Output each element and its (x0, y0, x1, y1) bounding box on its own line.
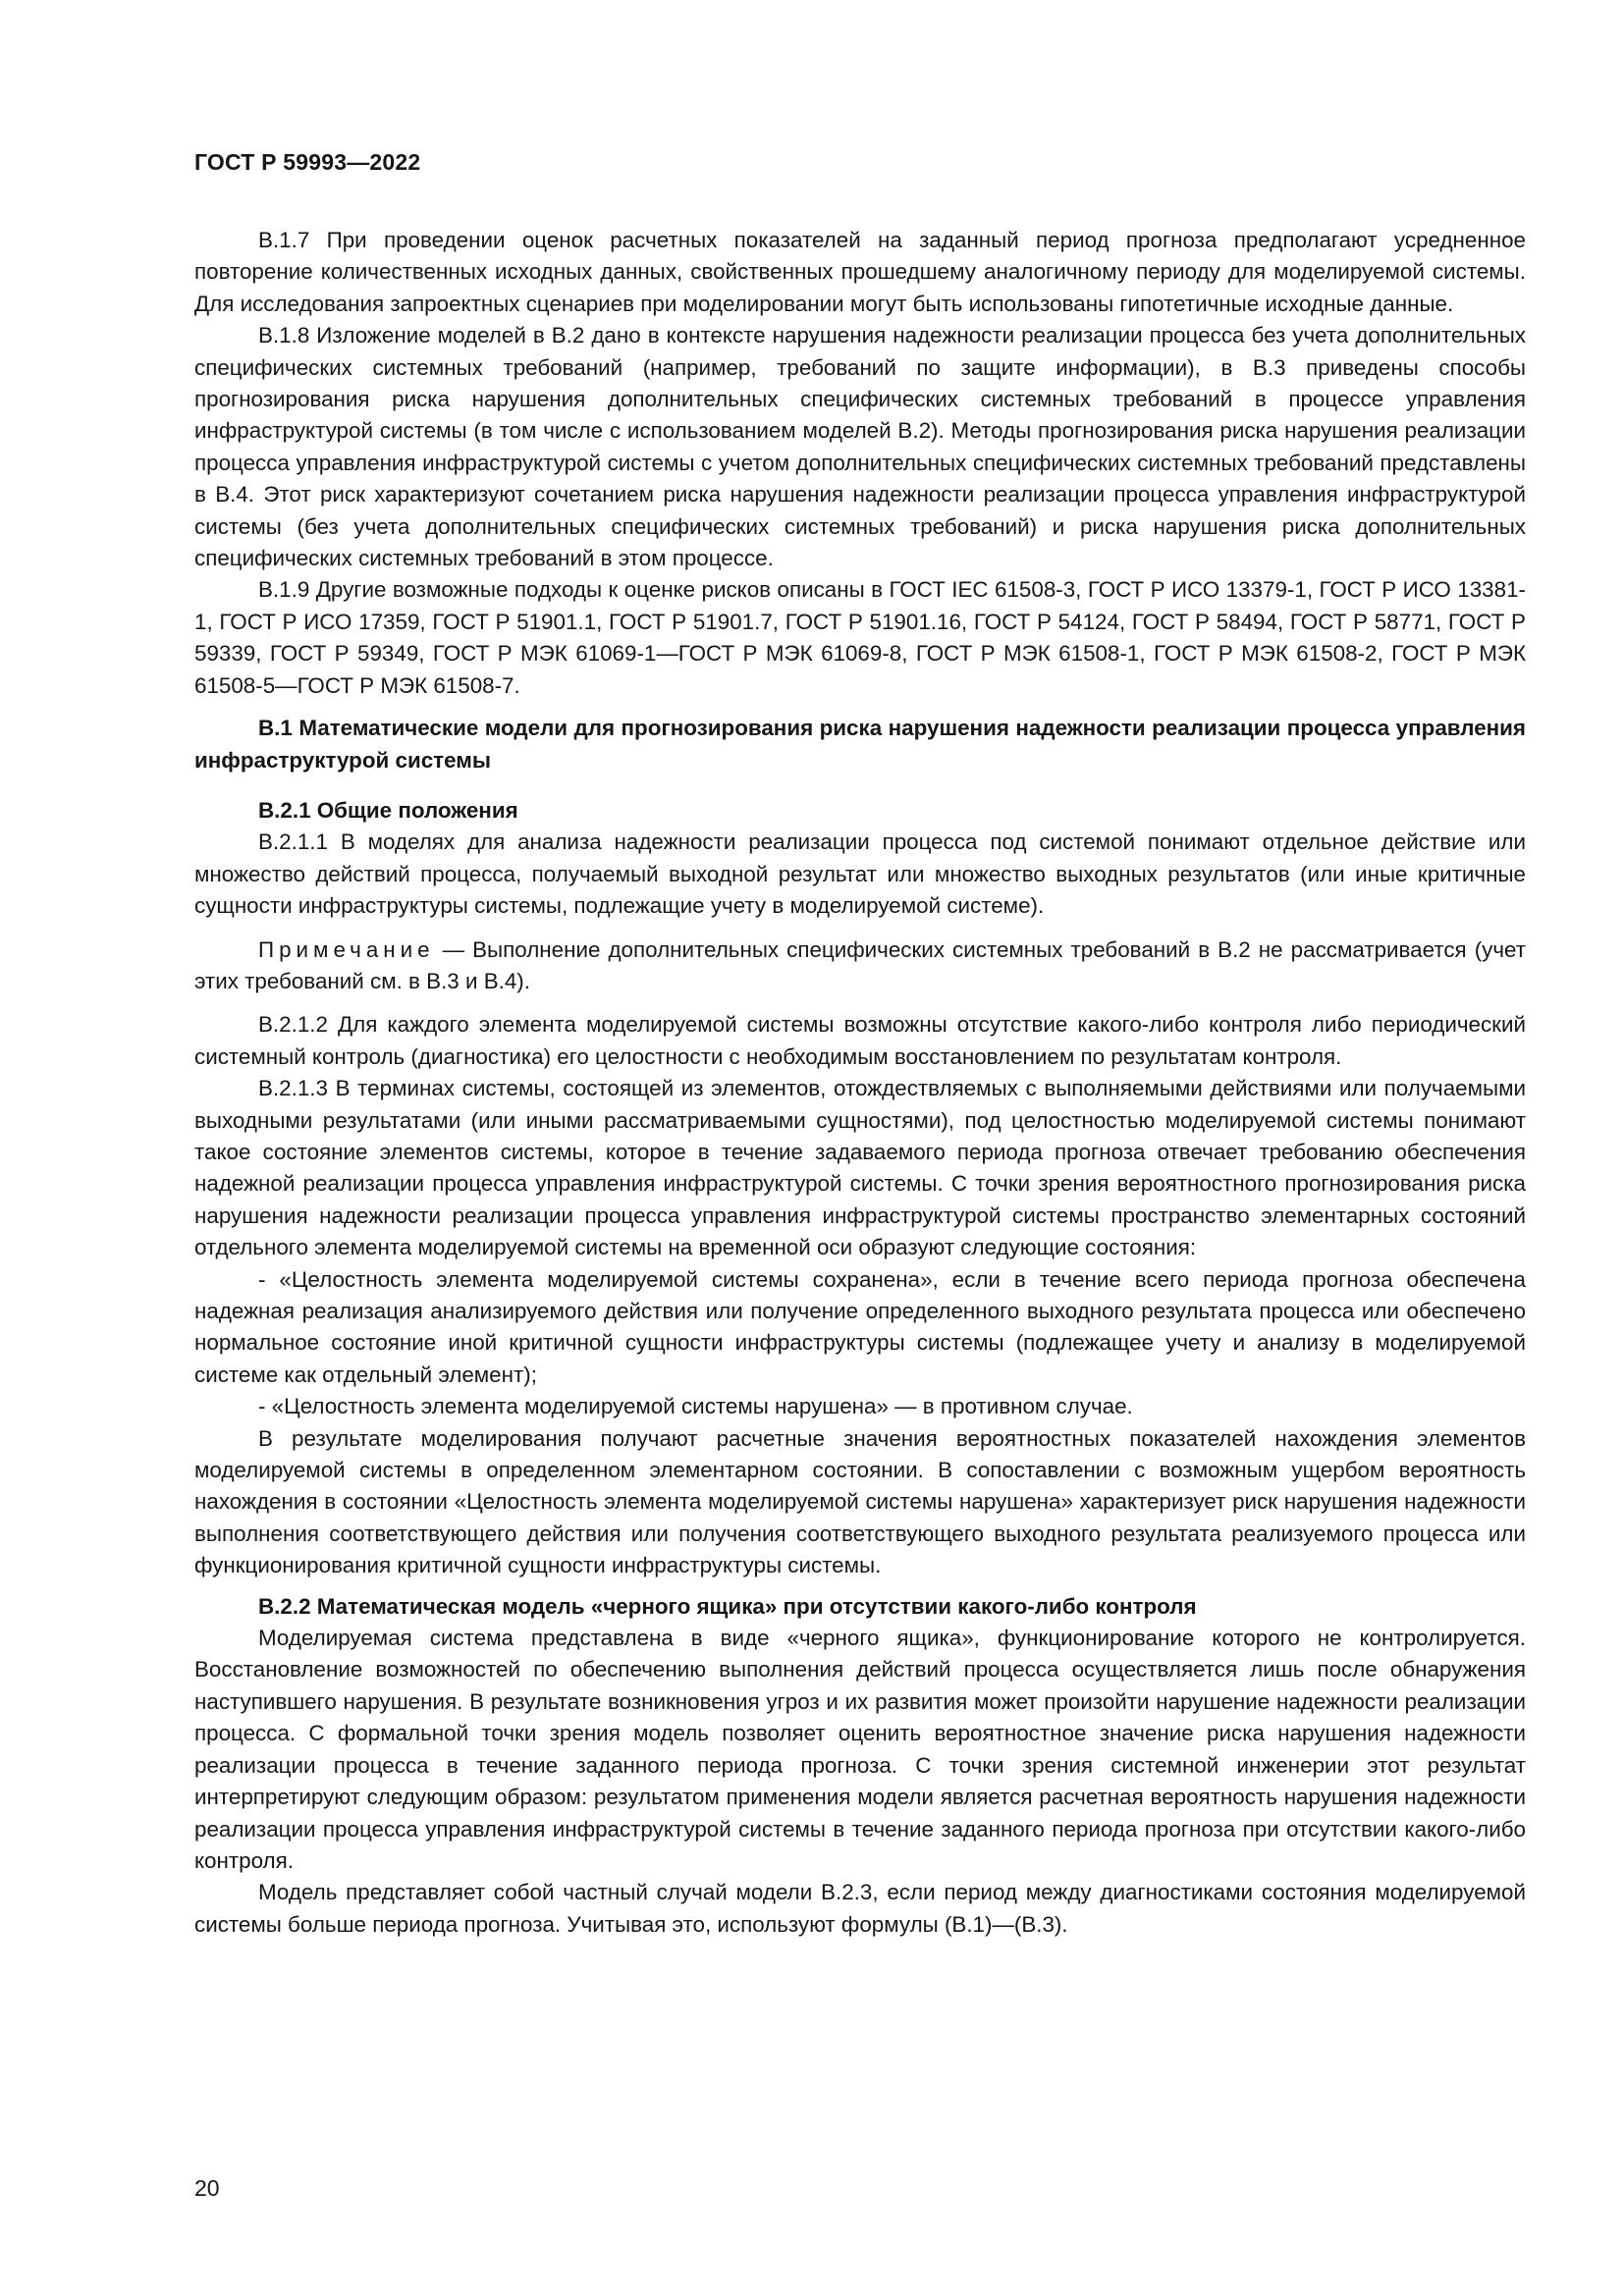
paragraph-b-1-8: В.1.8 Изложение моделей в В.2 дано в контексте нарушения надежности реализации процесса без учета дополнительных специфических системных требований (например, требований по защите информации), в В.3 приведены способы прогнозирования риска нарушения дополнительных специфических системных требований в процессе управления инфраструктурой системы (в том числе с использованием моделей В.2). Методы прогнозирования риска нарушения реализации процесса управления инфраструктурой системы с учетом дополнительных специфических системных требований представлены в В.4. Этот риск характеризуют сочетанием риска нарушения надежности реализации процесса управления инфраструктурой системы (без учета дополнительных специфических системных требований) и риска нарушения риска дополнительных специфических системных требований в этом процессе. (194, 323, 1526, 571)
note-text: — Выполнение дополнительных специфических системных требований в В.2 не рассматривается (учет этих требований см. в В.3 и В.4). (194, 936, 1526, 993)
paragraph-b-1-9: В.1.9 Другие возможные подходы к оценке рисков описаны в ГОСТ IEC 61508-3, ГОСТ Р ИСО 13379-1, ГОСТ Р ИСО 13381-1, ГОСТ Р ИСО 17359, ГОСТ Р 51901.1, ГОСТ Р 51901.7, ГОСТ Р 51901.16, ГОСТ Р 54124, ГОСТ Р 58494, ГОСТ Р 58771, ГОСТ Р 59339, ГОСТ Р 59349, ГОСТ Р МЭК 61069-1—ГОСТ Р МЭК 61069-8, ГОСТ Р МЭК 61508-1, ГОСТ Р МЭК 61508-2, ГОСТ Р МЭК 61508-5—ГОСТ Р МЭК 61508-7. (194, 577, 1526, 698)
note (194, 934, 1526, 998)
paragraph-b-2-1-1: В.2.1.1 В моделях для анализа надежности реализации процесса под системой понимают отдельное действие или множество действий процесса, получаемый выходной результат или множество выходных результатов (или иные критичные сущности инфраструктуры системы, подлежащие учету в моделируемой системе). (194, 829, 1526, 919)
note-label: Примечание (258, 936, 435, 962)
paragraph-b-2-2-a: Моделируемая система представлена в виде «черного ящика», функционирование которого не контролируется. Восстановление возможностей по обеспечению выполнения действий процесса осуществляется лишь после обнаружения наступившего нарушения. В результате возникновения угроз и их развития может произойти нарушение надежности реализации процесса. С формальной точки зрения модель позволяет оценить вероятностное значение риска нарушения надежности реализации процесса в течение заданного периода прогноза. С точки зрения системной инженерии этот результат интерпретируют следующим образом: результатом применения модели является расчетная вероятность нарушения надежности реализации процесса управления инфраструктурой системы в течение заданного периода прогноза при отсутствии какого-либо контроля. (194, 1626, 1526, 1873)
paragraph-b-2-1-2: В.2.1.2 Для каждого элемента моделируемой системы возможны отсутствие какого-либо контроля либо периодический системный контроль (диагностика) его целостности с необходимым восстановлением по результатам контроля. (194, 1012, 1526, 1069)
list-item-preserved: - «Целостность элемента моделируемой системы сохранена», если в течение всего периода прогноза обеспечена надежная реализация анализируемого действия или получение определенного выходного результата процесса или обеспечено нормальное состояние иной критичной сущности инфраструктуры системы (подлежащее учету и анализу в моделируемой системе как отдельный элемент); (194, 1266, 1526, 1387)
document-body (194, 225, 1526, 1941)
paragraph-b-2-1-3: В.2.1.3 В терминах системы, состоящей из элементов, отождествляемых с выполняемыми действиями или получаемыми выходными результатами (или иными рассматриваемыми сущностями), под целостностью моделируемой системы понимают такое состояние элементов системы, которое в течение задаваемого периода прогноза отвечает требованию обеспечения надежной реализации процесса управления инфраструктурой системы. С точки зрения вероятностного прогнозирования риска нарушения надежности реализации процесса управления инфраструктурой системы пространство элементарных состояний отдельного элемента моделируемой системы на временной оси образуют следующие состояния: (194, 1076, 1526, 1260)
section-title-b-1: В.1 Математические модели для прогнозирования риска нарушения надежности реализации процесса управления инфраструктурой системы (194, 716, 1526, 773)
document-header: ГОСТ Р 59993—2022 (194, 149, 421, 175)
page-number: 20 (194, 2175, 220, 2201)
list-item-violated: - «Целостность элемента моделируемой системы нарушена» — в противном случае. (258, 1394, 1133, 1419)
subsection-title-b-2-2: В.2.2 Математическая модель «черного ящика» при отсутствии какого-либо контроля (258, 1593, 1197, 1619)
paragraph-b-1-7: В.1.7 При проведении оценок расчетных показателей на заданный период прогноза предполагают усредненное повторение количественных исходных данных, свойственных прошедшему аналогичному периоду для моделируемой системы. Для исследования запроектных сценариев при моделировании могут быть использованы гипотетичные исходные данные. (194, 228, 1526, 316)
subsection-title-b-2-1: В.2.1 Общие положения (258, 797, 518, 823)
paragraph-b-2-2-b: Модель представляет собой частный случай модели В.2.3, если период между диагностиками состояния моделируемой системы больше периода прогноза. Учитывая это, используют формулы (В.1)—(В.3). (194, 1880, 1526, 1937)
paragraph-result: В результате моделирования получают расчетные значения вероятностных показателей нахождения элементов моделируемой системы в определенном элементарном состоянии. В сопоставлении с возможным ущербом вероятность нахождения в состоянии «Целостность элемента моделируемой системы нарушена» характеризует риск нарушения надежности выполнения соответствующего действия или получения соответствующего выходного результата реализуемого процесса или функционирования критичной сущности инфраструктуры системы. (194, 1425, 1526, 1578)
